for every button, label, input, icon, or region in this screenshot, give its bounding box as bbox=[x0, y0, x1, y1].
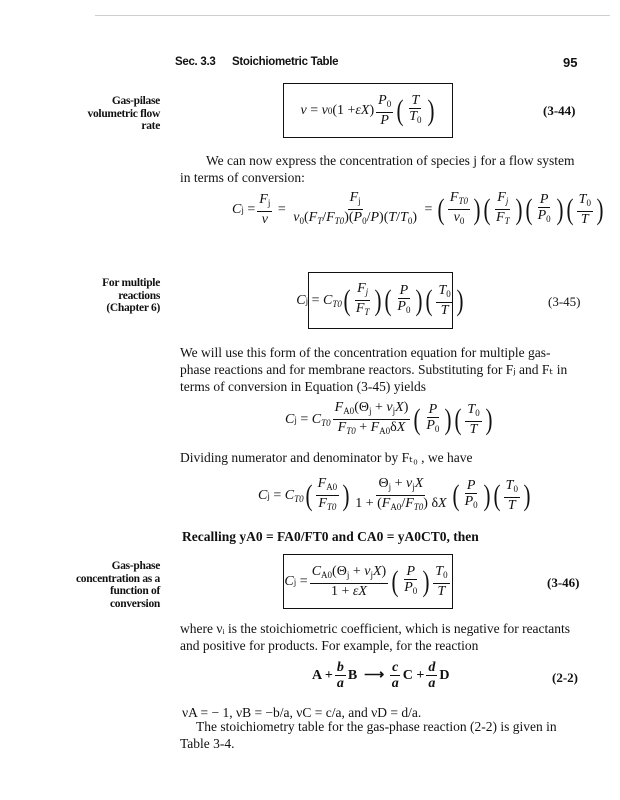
stoichiometric-coefficients-line: νA = − 1, νB = −b/a, νC = c/a, and νD = d/a. bbox=[182, 705, 422, 720]
margin-line: For multiple bbox=[102, 277, 160, 289]
margin-line: Gas-phase bbox=[111, 560, 160, 572]
margin-line: reactions bbox=[118, 289, 160, 302]
paragraph-4: Recalling yA0 = FA0/FT0 and CA0 = yA0CT0, then bbox=[182, 529, 479, 544]
margin-line: conversion bbox=[109, 597, 160, 610]
margin-line: function of bbox=[109, 585, 160, 597]
margin-note-multiple-reactions bbox=[70, 277, 160, 315]
equation-label-3-46: (3-46) bbox=[547, 575, 580, 590]
paragraph-3: Dividing numerator and denominator by Fₜ₀ , we have bbox=[180, 450, 473, 465]
section-title: Stoichiometric Table bbox=[232, 56, 339, 68]
equation-box-3-45 bbox=[296, 272, 453, 329]
paragraph-6: The stoichiometry table for the gas-phase reaction (2-2) is given in Table 3-4. bbox=[180, 719, 557, 751]
header-rule bbox=[95, 15, 610, 16]
margin-line: (Chapter 6) bbox=[106, 302, 160, 314]
margin-line: rate bbox=[141, 120, 160, 132]
equation-box-3-44 bbox=[283, 83, 453, 138]
page-number: 95 bbox=[563, 55, 578, 70]
equation-cj-expansion: C j = $\frac{F_j}{v}$ = $\frac{F_j}{v_0(F_T/F_{T0})(P_0/P)(T/T_0)}$ = ( $\frac{F_{T0}}{v_0}$ ) ( $\frac{F_j}{F_T}$ ) ( $\frac{P}{P_0}$ ) ( $\frac{T_0}{T}$ ) bbox=[232, 190, 605, 229]
equation-label-3-45: (3-45) bbox=[548, 294, 581, 309]
equation-label-3-44: (3-44) bbox=[543, 103, 576, 118]
paragraph-5: where νᵢ is the stoichiometric coefficient, which is negative for reactants and positive for products. For example, for the reaction bbox=[180, 621, 571, 653]
margin-line: Gas-pilase bbox=[111, 95, 160, 107]
section-number: Sec. 3.3 bbox=[175, 56, 216, 68]
margin-line: concentration as a bbox=[75, 572, 160, 585]
margin-note-gas-phase-conc bbox=[50, 560, 160, 610]
equation-3-44: v = v 0 (1 + εX ) $\frac{P_0}{P}$ ( $\frac{T}{T_0}$ ) bbox=[284, 84, 452, 137]
margin-note-flow-rate bbox=[80, 95, 160, 133]
equation-reaction-2-2: A + $\frac{b}{a}$ B ⟶ $\frac{c}{a}$ C + $\frac{d}{a}$ D bbox=[312, 660, 450, 691]
equation-3-46: C j = $\frac{C_{A0}(\Theta_j + \nu_jX)}{1 + \varepsilon X}$ ( $\frac{P}{P_0}$ ) $\frac{T_0}{T}$ bbox=[284, 555, 452, 608]
paragraph-1: We can now express the concentration of species j for a flow system in terms of conversion: bbox=[180, 153, 575, 185]
equation-3-45: C j = $C_{T0}$ ( $\frac{F_j}{F_T}$ ) ( $\frac{P}{P_0}$ ) ( $\frac{T_0}{T}$ ) bbox=[309, 273, 452, 328]
equation-cj-divided: C j = $C_{T0}$ ( $\frac{F_{A0}}{F_{T0}}$ ) $\frac{\Theta_j + \nu_jX}{1 + (F_{A0}/F_{T0}) \delta X}$ ( $\frac{P}{P_0}$ ) ( $\frac{T_0}{T}$ ) bbox=[258, 476, 532, 515]
margin-line: volumetric flow bbox=[87, 107, 160, 120]
equation-label-2-2: (2-2) bbox=[552, 670, 578, 685]
equation-box-3-46 bbox=[283, 554, 453, 609]
paragraph-2: We will use this form of the concentration equation for multiple gas-phase reactions and for membrane reactors. Substituting for Fⱼ and Fₜ in terms of conversion in Equation (3-45) yields bbox=[180, 345, 568, 394]
equation-cj-theta: C j = $C_{T0}$ $\frac{F_{A0}(\Theta_j + \nu_jX)}{F_{T0} + F_{A0}\delta X}$ ( $\frac{P}{P_0}$ ) ( $\frac{T_0}{T}$ ) bbox=[285, 400, 494, 439]
